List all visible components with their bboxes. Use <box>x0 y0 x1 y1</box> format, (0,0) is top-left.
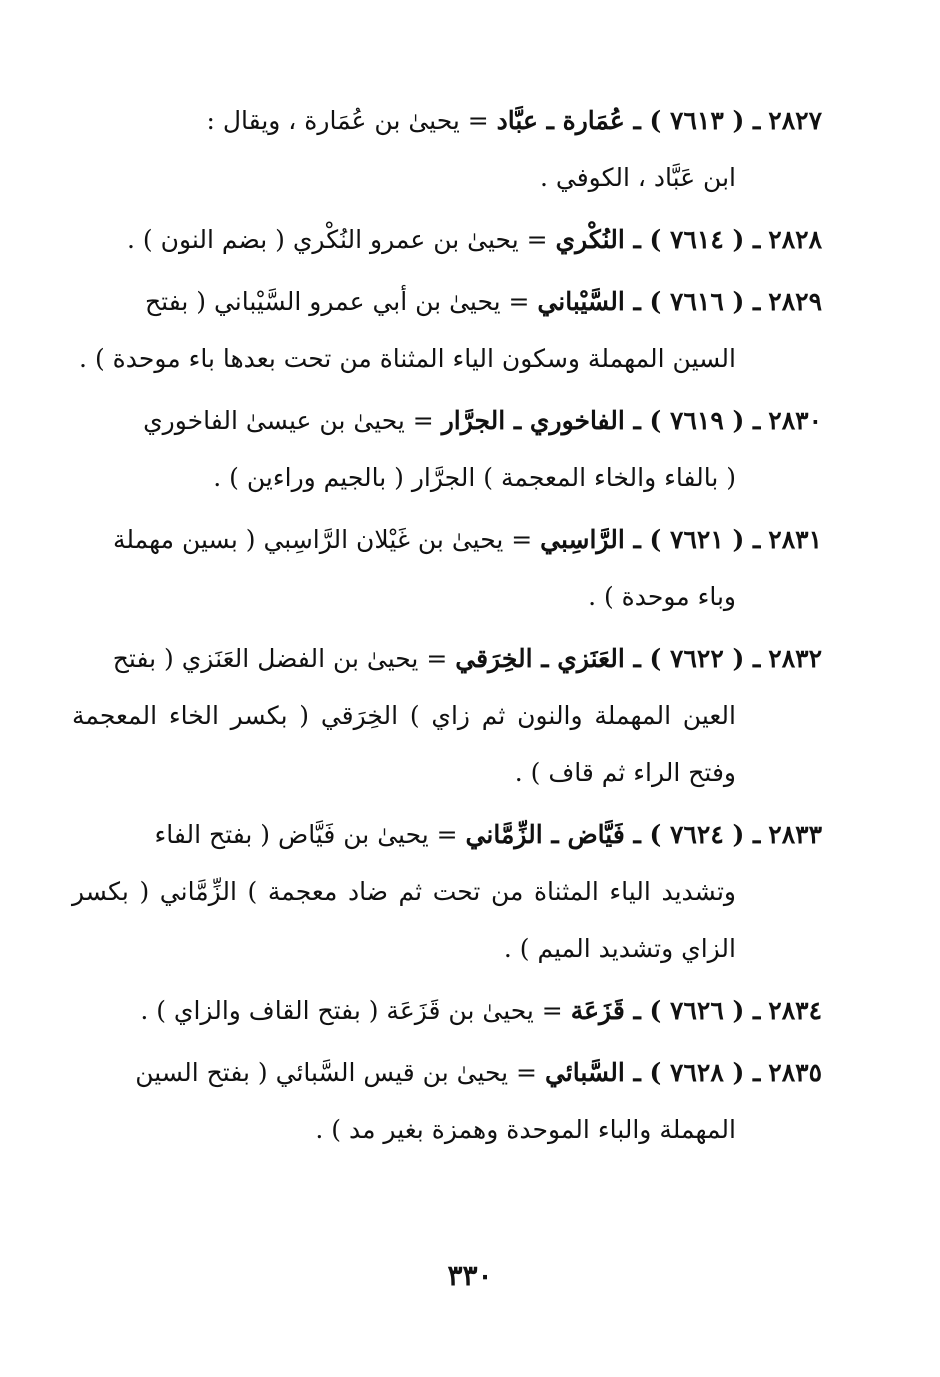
entry-2830 <box>72 392 822 506</box>
entry-text: = يحيىٰ بن الفضل العَنَزي ( بفتح <box>112 644 448 673</box>
entry-continuation: العين المهملة والنون ثم زاي ) الخِرَقي ( بكسر الخاء المعجمة وفتح الراء ثم قاف ) . <box>72 701 736 787</box>
entry-text: = يحيىٰ بن قيس السَّبائي ( بفتح السين <box>135 1058 537 1087</box>
entry-text: = يحيىٰ بن غَيْلان الرَّاسِبي ( بسين مهملة <box>112 525 533 554</box>
entry-continuation: وباء موحدة ) . <box>588 582 736 611</box>
entry-continuation: ابن عَبَّاد ، الكوفي . <box>539 163 736 192</box>
entry-2835 <box>72 1044 822 1158</box>
entry-2828 <box>72 211 822 268</box>
page-number: ٣٣٠ <box>447 1259 493 1292</box>
entry-heading: ـ ( ٧٦١٣ ) ـ عُمَارة ـ عبَّاد <box>496 106 761 135</box>
entry-2831 <box>72 511 822 625</box>
entry-2834 <box>72 982 822 1039</box>
entry-heading: ـ ( ٧٦٢٢ ) ـ العَنَزي ـ الخِرَقي <box>455 644 761 673</box>
entry-number: ٢٨٣٠ <box>768 406 822 435</box>
entry-heading: ـ ( ٧٦٢١ ) ـ الرَّاسِبي <box>540 525 761 554</box>
entry-continuation: وتشديد الياء المثناة من تحت ثم ضاد معجمة ) الزِّمَّاني ( بكسر الزاي وتشديد الميم ) . <box>72 877 736 963</box>
entry-continuation: المهملة والباء الموحدة وهمزة بغير مد ) . <box>315 1115 736 1144</box>
entry-heading: ـ ( ٧٦١٩ ) ـ الفاخوري ـ الجرَّار <box>441 406 761 435</box>
entry-heading: ـ ( ٧٦٢٤ ) ـ فَيَّاض ـ الزِّمَّاني <box>465 820 761 849</box>
entry-continuation: السين المهملة وسكون الياء المثناة من تحت بعدها باء موحدة ) . <box>79 344 736 373</box>
entry-heading: ـ ( ٧٦٢٨ ) ـ السَّبائي <box>544 1058 761 1087</box>
entry-text: = يحيىٰ بن عمرو النُكْري ( بضم النون ) . <box>126 225 548 254</box>
entry-number: ٢٨٣٤ <box>768 996 822 1025</box>
entry-number: ٢٨٢٩ <box>768 287 822 316</box>
entry-number: ٢٨٢٨ <box>768 225 822 254</box>
entry-text: = يحيىٰ بن فَيَّاض ( بفتح الفاء <box>154 820 458 849</box>
entry-text: = يحيىٰ بن قَزَعَة ( بفتح القاف والزاي ) . <box>140 996 563 1025</box>
entry-2833 <box>72 806 822 977</box>
entry-number: ٢٨٣٢ <box>768 644 822 673</box>
entry-2827 <box>72 92 822 206</box>
entry-number: ٢٨٣٥ <box>768 1058 822 1087</box>
entry-text: = يحيىٰ بن عُمَارة ، ويقال : <box>206 106 489 135</box>
entry-number: ٢٨٢٧ <box>768 106 822 135</box>
page-body <box>72 92 822 1163</box>
entry-number: ٢٨٣٣ <box>768 820 822 849</box>
entry-2829 <box>72 273 822 387</box>
entry-heading: ـ ( ٧٦١٤ ) ـ النُكْري <box>555 225 761 254</box>
entry-heading: ـ ( ٧٦٢٦ ) ـ قَزَعَة <box>570 996 761 1025</box>
entry-number: ٢٨٣١ <box>768 525 822 554</box>
entry-text: = يحيىٰ بن عيسىٰ الفاخوري <box>143 406 434 435</box>
entry-continuation: ( بالفاء والخاء المعجمة ) الجرَّار ( بالجيم وراءين ) . <box>213 463 736 492</box>
entry-heading: ـ ( ٧٦١٦ ) ـ السَّيْباني <box>537 287 761 316</box>
entry-text: = يحيىٰ بن أبي عمرو السَّيْباني ( بفتح <box>145 287 530 316</box>
entry-2832 <box>72 630 822 801</box>
